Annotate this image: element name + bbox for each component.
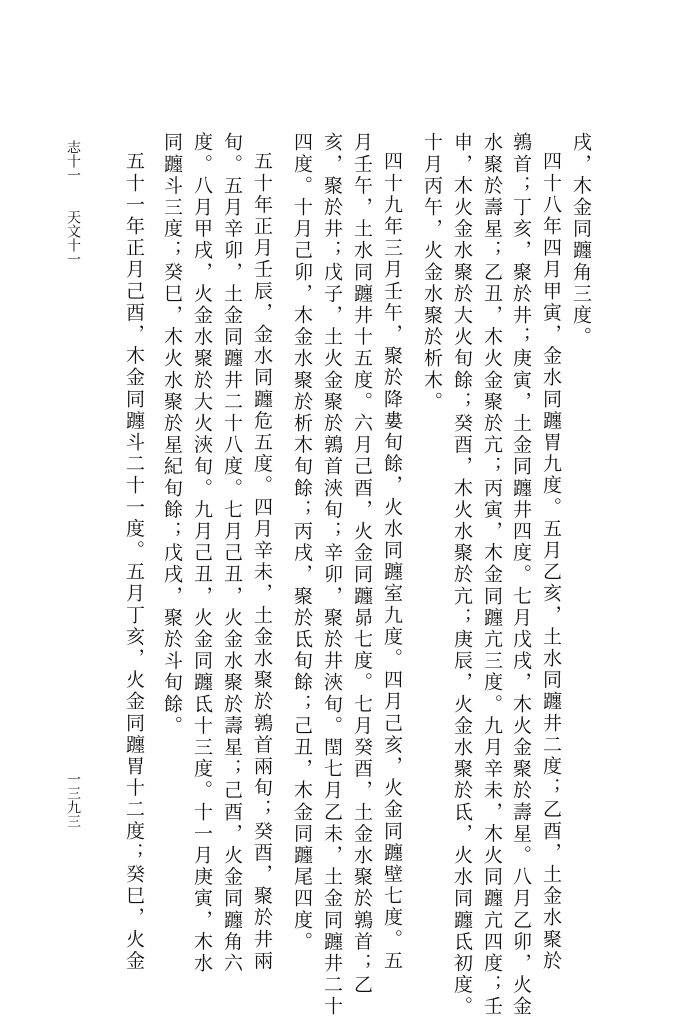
text-column-6: 十月丙午，火金水聚於析木。	[421, 132, 443, 413]
text-column-7: 四十九年三月壬午，聚於降婁旬餘，火水同躔室九度。四月己亥，火金同躔壁七度。五	[381, 151, 403, 972]
text-column-9: 亥，聚於井；戊子，土火金聚於鶉首浹旬；辛卯，聚於井浹旬。閏七月乙未，土金同躔井二十	[321, 132, 343, 1018]
running-head-section: 天文十一	[65, 210, 81, 266]
text-column-3: 鶉首；丁亥，聚於井；庚寅，土金同躔井四度。七月戊戌，木火金聚於壽星。八月乙卯，火金	[510, 132, 532, 1018]
text-column-13: 度。八月甲戌，火金水聚於大火浹旬。九月己丑，火金同躔氐十三度。十一月庚寅，木水	[191, 132, 213, 975]
text-column-2: 四十八年四月甲寅，金水同躔胃九度。五月乙亥，土水同躔井二度；乙酉，土金水聚於	[540, 151, 562, 972]
text-column-14: 同躔斗三度；癸巳，木火水聚於星紀旬餘；戊戌，聚於斗旬餘。	[161, 132, 183, 737]
text-column-15: 五十一年正月己酉，木金同躔斗二十一度。五月丁亥，火金同躔胃十二度；癸巳，火金	[123, 151, 145, 972]
text-column-1: 戌，木金同躔角三度。	[570, 132, 592, 348]
page-number: 一三九三	[65, 772, 81, 828]
running-head-volume: 志十一	[65, 140, 81, 182]
text-column-11: 五十年正月壬辰，金水同躔危五度。四月辛未，土金水聚於鶉首兩旬；癸酉，聚於井兩	[251, 151, 273, 972]
text-column-5: 申，木火金水聚於大火旬餘；癸酉，木火水聚於亢；庚辰，火金水聚於氐，火水同躔氐初度。	[451, 132, 473, 1018]
text-column-4: 水聚於壽星；乙丑，木火金聚於亢；丙寅，木金同躔亢三度。九月辛未，木火同躔亢四度；壬	[481, 132, 503, 1018]
running-head	[62, 140, 84, 266]
text-column-10: 四度。十月己卯，木金水聚於析木旬餘；丙戌，聚於氐旬餘；己丑，木金同躔尾四度。	[291, 132, 313, 953]
text-column-12: 旬。五月辛卯，土金同躔井二十八度。七月己丑，火金水聚於壽星；己酉，火金同躔角六	[221, 132, 243, 975]
text-column-8: 月壬午，土水同躔井十五度。六月己酉，火金同躔昴七度。七月癸酉，土金水聚於鶉首；乙	[351, 132, 373, 996]
